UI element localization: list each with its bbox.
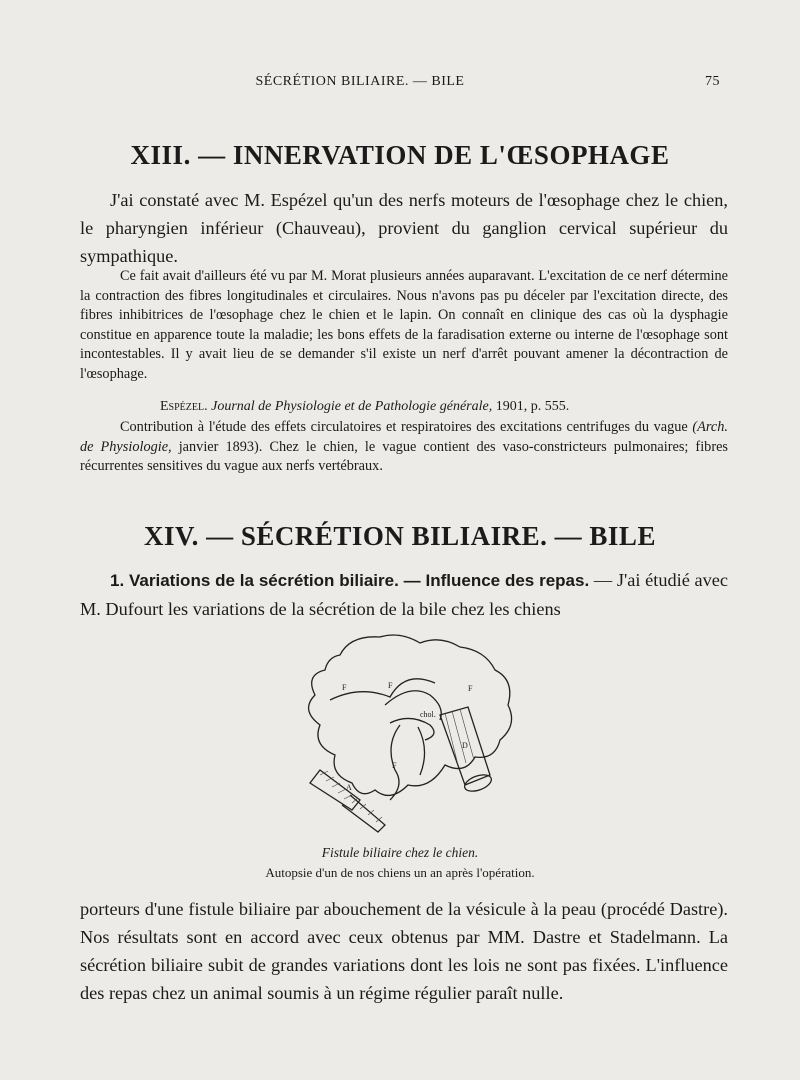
contribution-text-before: Contribution à l'étude des effets circulatoires et respiratoires des excitations centrifuges du vague [120,419,693,435]
label-f4: F [392,761,397,770]
label-f2: F [388,681,393,690]
section-14-title: XIV. — SÉCRÉTION BILIAIRE. — BILE [144,521,656,551]
figure-caption: Fistule biliaire chez le chien. [321,845,479,860]
figure-biliary-fistula [290,625,530,840]
label-f3: F [468,684,473,693]
section-14-intro [80,566,728,623]
section-13-note: Ce fait avait d'ailleurs été vu par M. Morat plusieurs années auparavant. L'excitation de ce nerf détermine la contraction des fibres longitudinales et circulaires. Nous n'avons pas pu déceler par l'excitation directe, des fibres inhibitrices de l'œsophage chez le chien et le lapin. On connaît en clinique des cas où la dysphagie constitue en apparence toute la maladie; les bons effets de la faradisation externe ou interne de l'œsophage sont incontestables. Il y avait lieu de se demander s'il existe un nerf d'arrêt pouvant amener la décontraction de l'œsophage. [80,268,728,382]
reference-journal: Journal de Physiologie et de Pathologie générale, [211,399,493,414]
page-number: 75 [705,74,720,89]
contribution-text-after: janvier 1893). Chez le chien, le vague contient des vaso-constricteurs pulmonaires; fibres récurrentes sensitives du vague aux nerfs vertébraux. [80,438,728,474]
contribution-paragraph [80,418,728,477]
anatomical-illustration [290,625,530,840]
section-14-continuation: porteurs d'une fistule biliaire par abouchement de la vésicule à la peau (procédé Dastre). Nos résultats sont en accord avec ceux obtenus par MM. Dastre et Stadelmann. La sécrétion biliaire subit de grandes variations dont les lois ne sont pas fixées. L'influence des repas chez un animal soumis à un régime régulier paraît nulle. [80,899,728,1003]
label-d: D [462,741,468,750]
section-13-paragraph: J'ai constaté avec M. Espézel qu'un des nerfs moteurs de l'œsophage chez le chien, le pharyngien inférieur (Chauveau), provient du ganglion cervical supérieur du sympathique. [80,190,728,266]
label-chol: chol. [420,710,436,719]
label-f1: F [342,683,347,692]
subsection-title: 1. Variations de la sécrétion biliaire. — Influence des repas. [110,571,590,590]
reference-details: 1901, p. 555. [495,399,570,414]
section-14-intro-text: — J'ai étudié avec M. Dufourt les variations de la sécrétion de la bile chez les chiens [80,570,728,619]
contribution-citation: (Arch. de Physiologie, [80,419,728,455]
section-13-title: XIII. — INNERVATION DE L'ŒSOPHAGE [130,140,670,170]
label-a: A [346,783,352,792]
figure-subcaption: Autopsie d'un de nos chiens un an après l'opération. [265,865,535,880]
reference [80,397,728,416]
running-title: SÉCRÉTION BILIAIRE. — BILE [255,74,465,89]
reference-author: Espézel. [160,399,208,414]
